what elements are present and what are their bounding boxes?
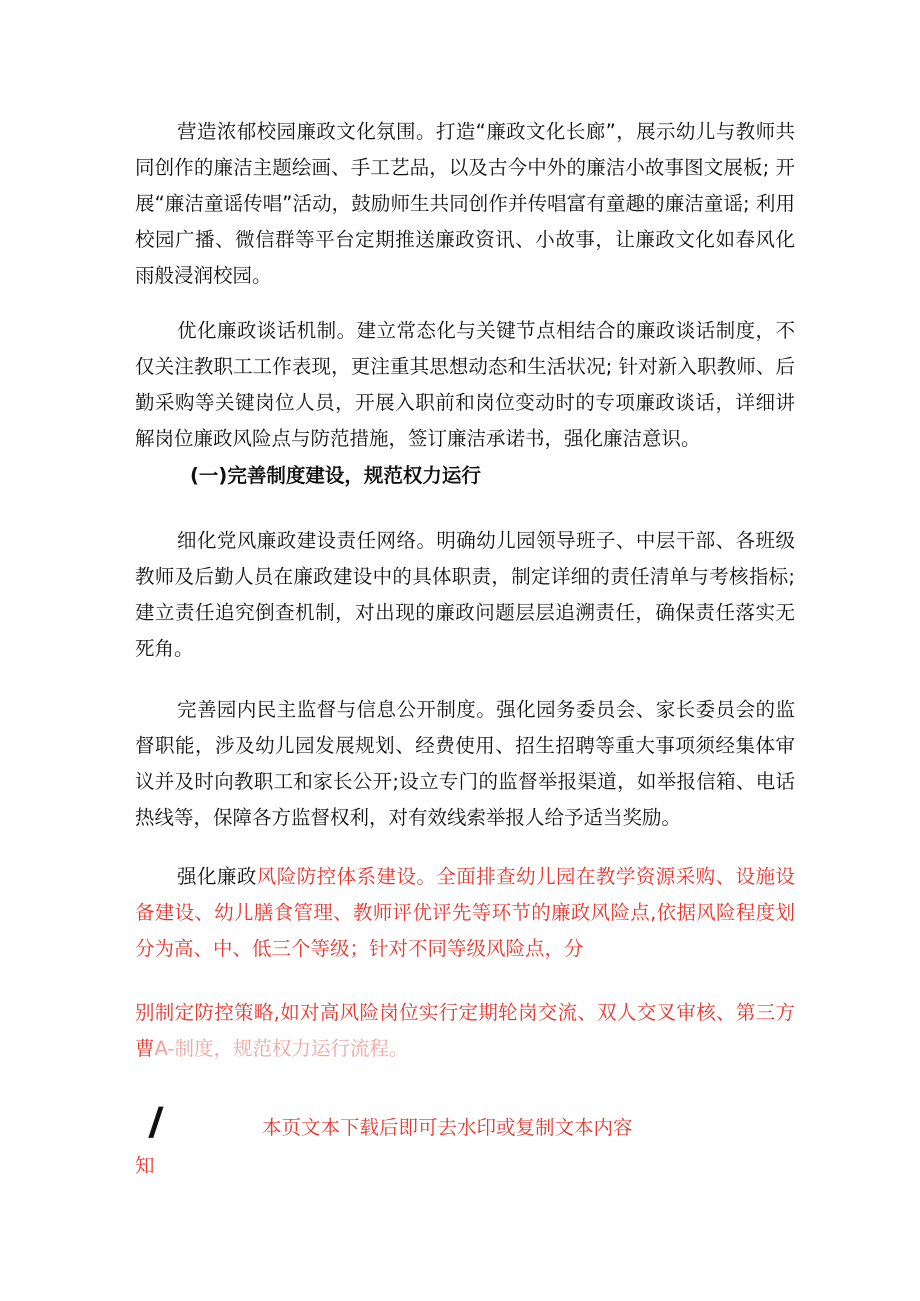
watermark-notice: 本页文本下载后即可去水印或复制文本内容 (262, 1116, 633, 1139)
paragraph-risk-strategy (135, 995, 795, 1067)
risk-strategy-faded-text: A-制度，规范权力运行流程。 (154, 1037, 409, 1060)
risk-control-lead: 强化廉政 (177, 865, 257, 888)
slash-mark: / (146, 1099, 166, 1146)
paragraph-campus-culture: 营造浓郁校园廉政文化氛围。打造“廉政文化长廊”，展示幼儿与教师共同创作的廉洁主题绘画、手工艺品，以及古今中外的廉洁小故事图文展板; 开展“廉洁童谣传唱”活动，鼓励师生共同创作并传唱富有童趣的廉洁童谣; 利用校园广播、微信群等平台定期推送廉政资讯、小故事，让廉政文化如春风化雨般浸润校园。 (135, 120, 795, 287)
watermark-char: 知 (135, 1154, 155, 1177)
paragraph-democratic-supervision: 完善园内民主监督与信息公开制度。强化园务委员会、家长委员会的监督职能，涉及幼儿园发展规划、经费使用、招生招聘等重大事项须经集体审议并及时向教职工和家长公开;设立专门的监督举报渠道，如举报信箱、电话热线等，保障各方监督权利，对有效线索举报人给予适当奖励。 (135, 698, 795, 829)
paragraph-risk-control (135, 859, 795, 967)
risk-strategy-red-text: 别制定防控策略,如对高风险岗位实行定期轮岗交流、双人交叉审核、第三方曹 (135, 1001, 795, 1060)
risk-control-red-text: 风险防控体系建设。全面排查幼儿园在教学资源采购、设施设备建设、幼儿膳食管理、教师评优评先等环节的廉政风险点,依据风险程度划分为高、中、低三个等级；针对不同等级风险点，分 (135, 865, 795, 960)
paragraph-talk-mechanism: 优化廉政谈话机制。建立常态化与关键节点相结合的廉政谈话制度，不仅关注教职工工作表现，更注重其思想动态和生活状况; 针对新入职教师、后勤采购等关键岗位人员，开展入职前和岗位变动时的专项廉政谈话，详细讲解岗位廉政风险点与防范措施，签订廉洁承诺书，强化廉洁意识。 (135, 319, 795, 450)
paragraph-responsibility-network: 细化党风廉政建设责任网络。明确幼儿园领导班子、中层干部、各班级教师及后勤人员在廉政建设中的具体职责，制定详细的责任清单与考核指标; 建立责任追究倒查机制，对出现的廉政问题层层追溯责任，确保责任落实无死角。 (135, 529, 795, 660)
section-heading: (一)完善制度建设，规范权力运行 (190, 464, 481, 487)
